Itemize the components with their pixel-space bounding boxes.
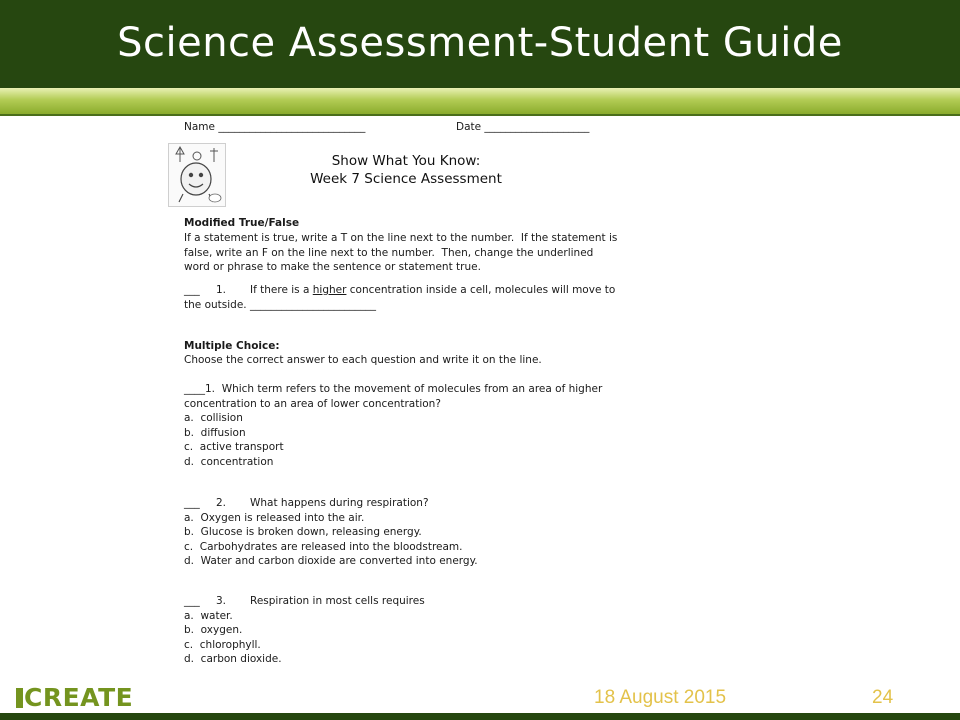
mc-q2-blank: ___ [184,497,200,509]
mc-q1-option: d. concentration [184,455,274,468]
mc-q2-option: a. Oxygen is released into the air. [184,511,365,524]
assessment-heading-line1: Show What You Know: [331,153,481,169]
tf-instructions-line: If a statement is true, write a T on the line next to the number. If the statement is [184,232,618,244]
worksheet-scan [160,118,660,670]
tf-section-title: Modified True/False [184,217,300,229]
tf-q1-text: If there is a higher concentration inside a cell, molecules will move to [250,284,616,296]
mc-q3-option: b. oxygen. [184,624,243,636]
mc-q1-line2: concentration to an area of lower concentration? [184,397,441,410]
mc-q3-option: a. water. [184,609,233,622]
mc-q1-line1: ____1. Which term refers to the movement of molecules from an area of higher [184,383,603,395]
tf-q1-underlined-word: higher [312,284,347,296]
slide-title: Science Assessment-Student Guide [117,20,843,66]
accent-band [0,88,960,114]
mc-q2-option: c. Carbohydrates are released into the bloodstream. [184,540,463,553]
mc-q3-blank: ___ [184,595,200,607]
mc-instructions: Choose the correct answer to each question and write it on the line. [184,354,542,366]
footer-date: 18 August 2015 [594,687,727,708]
create-logo: CREATE [16,684,133,712]
tf-instructions-line: word or phrase to make the sentence or statement true. [184,261,481,273]
mc-q2-text: What happens during respiration? [250,497,429,509]
mc-q3-number: 3. [216,595,227,607]
tf-instructions-line: false, write an F on the line next to the number. Then, change the underlined [184,246,594,259]
tf-q1-number: 1. [216,284,227,296]
mc-q1-option: b. diffusion [184,426,246,439]
mc-q3-option: c. chlorophyll. [184,638,261,651]
date-line: Date ____________________ [456,121,590,133]
name-line: Name ____________________________ [184,121,366,133]
mc-q2-number: 2. [216,497,227,509]
logo-i-bar-icon [16,688,23,708]
mc-q1-option: a. collision [184,412,243,424]
assessment-heading-line2: Week 7 Science Assessment [310,171,502,187]
mc-q3-option: d. carbon dioxide. [184,653,282,665]
tf-q1-blank: ___ [184,284,200,296]
science-mascot-icon [168,143,226,207]
mc-q2-option: d. Water and carbon dioxide are converted into energy. [184,555,478,567]
mc-q2-option: b. Glucose is broken down, releasing energy. [184,526,422,538]
mc-q3-text: Respiration in most cells requires [250,595,425,607]
accent-divider [0,114,960,116]
mc-section-title: Multiple Choice: [184,340,280,352]
bottom-strip [0,713,960,720]
tf-q1-line2: the outside. ________________________ [184,299,376,311]
mc-q1-option: c. active transport [184,441,284,453]
slide-number: 24 [872,687,894,708]
